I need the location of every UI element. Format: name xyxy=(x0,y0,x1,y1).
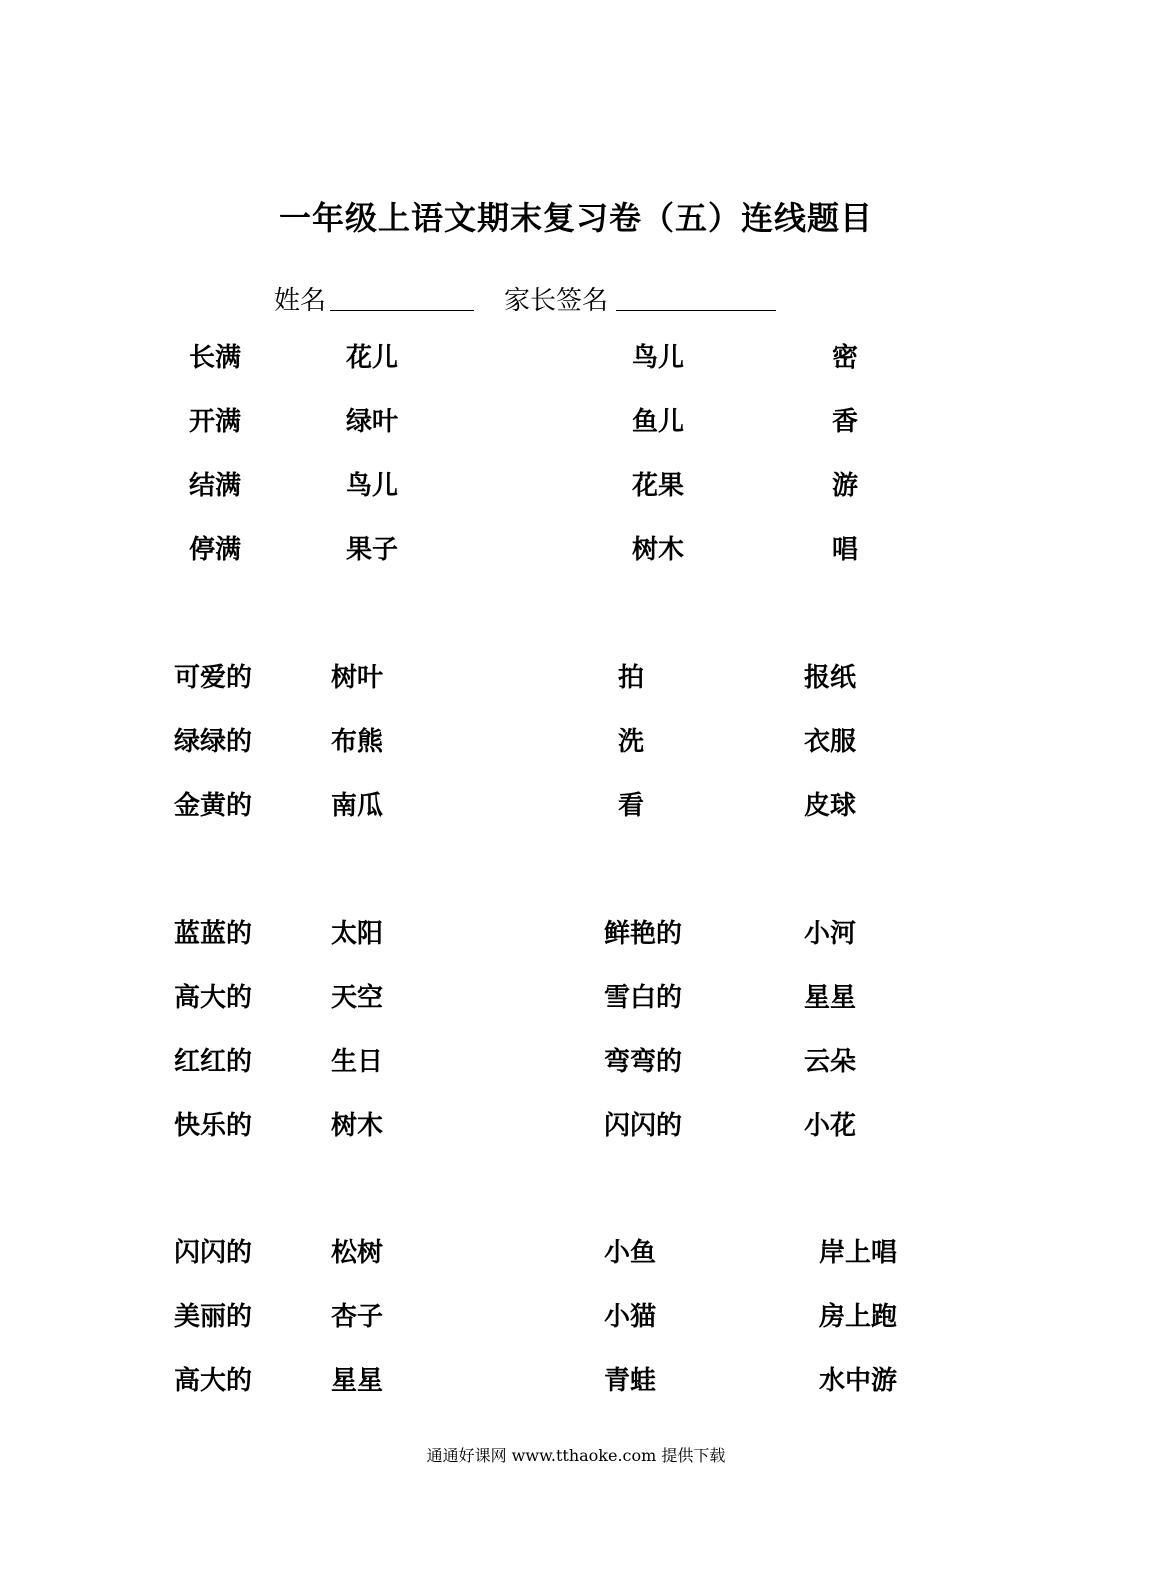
word[interactable]: 绿叶 xyxy=(346,407,399,437)
word[interactable]: 树木 xyxy=(331,1111,384,1141)
word[interactable]: 香 xyxy=(832,407,859,437)
word[interactable]: 高大的 xyxy=(174,983,253,1013)
word[interactable]: 密 xyxy=(832,343,859,373)
word[interactable]: 鸟儿 xyxy=(346,471,399,501)
word[interactable]: 高大的 xyxy=(174,1366,253,1396)
word[interactable]: 绿绿的 xyxy=(174,727,253,757)
word[interactable]: 星星 xyxy=(804,983,857,1013)
word[interactable]: 快乐的 xyxy=(174,1111,253,1141)
word[interactable]: 皮球 xyxy=(804,791,857,821)
word[interactable]: 南瓜 xyxy=(331,791,384,821)
parent-signature-blank[interactable] xyxy=(616,310,776,311)
word[interactable]: 小河 xyxy=(804,919,857,949)
word[interactable]: 果子 xyxy=(346,535,399,565)
word[interactable]: 岸上唱 xyxy=(819,1238,898,1268)
word[interactable]: 唱 xyxy=(832,535,859,565)
word[interactable]: 小花 xyxy=(804,1111,857,1141)
word[interactable]: 小猫 xyxy=(604,1302,657,1332)
word[interactable]: 布熊 xyxy=(331,727,384,757)
page-title: 一年级上语文期末复习卷（五）连线题目 xyxy=(278,199,873,237)
word[interactable]: 开满 xyxy=(189,407,242,437)
word[interactable]: 看 xyxy=(618,791,645,821)
word[interactable]: 可爱的 xyxy=(174,663,253,693)
name-label: 姓名 xyxy=(274,286,327,316)
word[interactable]: 生日 xyxy=(331,1047,384,1077)
word[interactable]: 青蛙 xyxy=(604,1366,657,1396)
word[interactable]: 红红的 xyxy=(174,1047,253,1077)
footer-credit: 通通好课网 www.tthaoke.com 提供下载 xyxy=(426,1446,726,1465)
word[interactable]: 长满 xyxy=(189,343,242,373)
word[interactable]: 鸟儿 xyxy=(632,343,685,373)
word[interactable]: 停满 xyxy=(189,535,242,565)
word[interactable]: 蓝蓝的 xyxy=(174,919,253,949)
word[interactable]: 洗 xyxy=(618,727,645,757)
word[interactable]: 结满 xyxy=(189,471,242,501)
word[interactable]: 水中游 xyxy=(819,1366,898,1396)
word[interactable]: 衣服 xyxy=(804,727,857,757)
name-blank[interactable] xyxy=(330,310,474,311)
word[interactable]: 花儿 xyxy=(346,343,399,373)
word[interactable]: 太阳 xyxy=(331,919,384,949)
word[interactable]: 报纸 xyxy=(804,663,857,693)
word[interactable]: 房上跑 xyxy=(819,1302,898,1332)
word[interactable]: 雪白的 xyxy=(604,983,683,1013)
word[interactable]: 闪闪的 xyxy=(174,1238,253,1268)
word[interactable]: 金黄的 xyxy=(174,791,253,821)
word[interactable]: 杏子 xyxy=(331,1302,384,1332)
word[interactable]: 弯弯的 xyxy=(604,1047,683,1077)
word[interactable]: 鱼儿 xyxy=(632,407,685,437)
word[interactable]: 鲜艳的 xyxy=(604,919,683,949)
word[interactable]: 闪闪的 xyxy=(604,1111,683,1141)
parent-signature-label: 家长签名 xyxy=(504,286,609,316)
word[interactable]: 拍 xyxy=(618,663,645,693)
word[interactable]: 小鱼 xyxy=(604,1238,657,1268)
word[interactable]: 树叶 xyxy=(331,663,384,693)
word[interactable]: 云朵 xyxy=(804,1047,857,1077)
word[interactable]: 星星 xyxy=(331,1366,384,1396)
word[interactable]: 花果 xyxy=(632,471,685,501)
word[interactable]: 游 xyxy=(832,471,859,501)
word[interactable]: 天空 xyxy=(331,983,384,1013)
word[interactable]: 美丽的 xyxy=(174,1302,253,1332)
word[interactable]: 树木 xyxy=(632,535,685,565)
word[interactable]: 松树 xyxy=(331,1238,384,1268)
